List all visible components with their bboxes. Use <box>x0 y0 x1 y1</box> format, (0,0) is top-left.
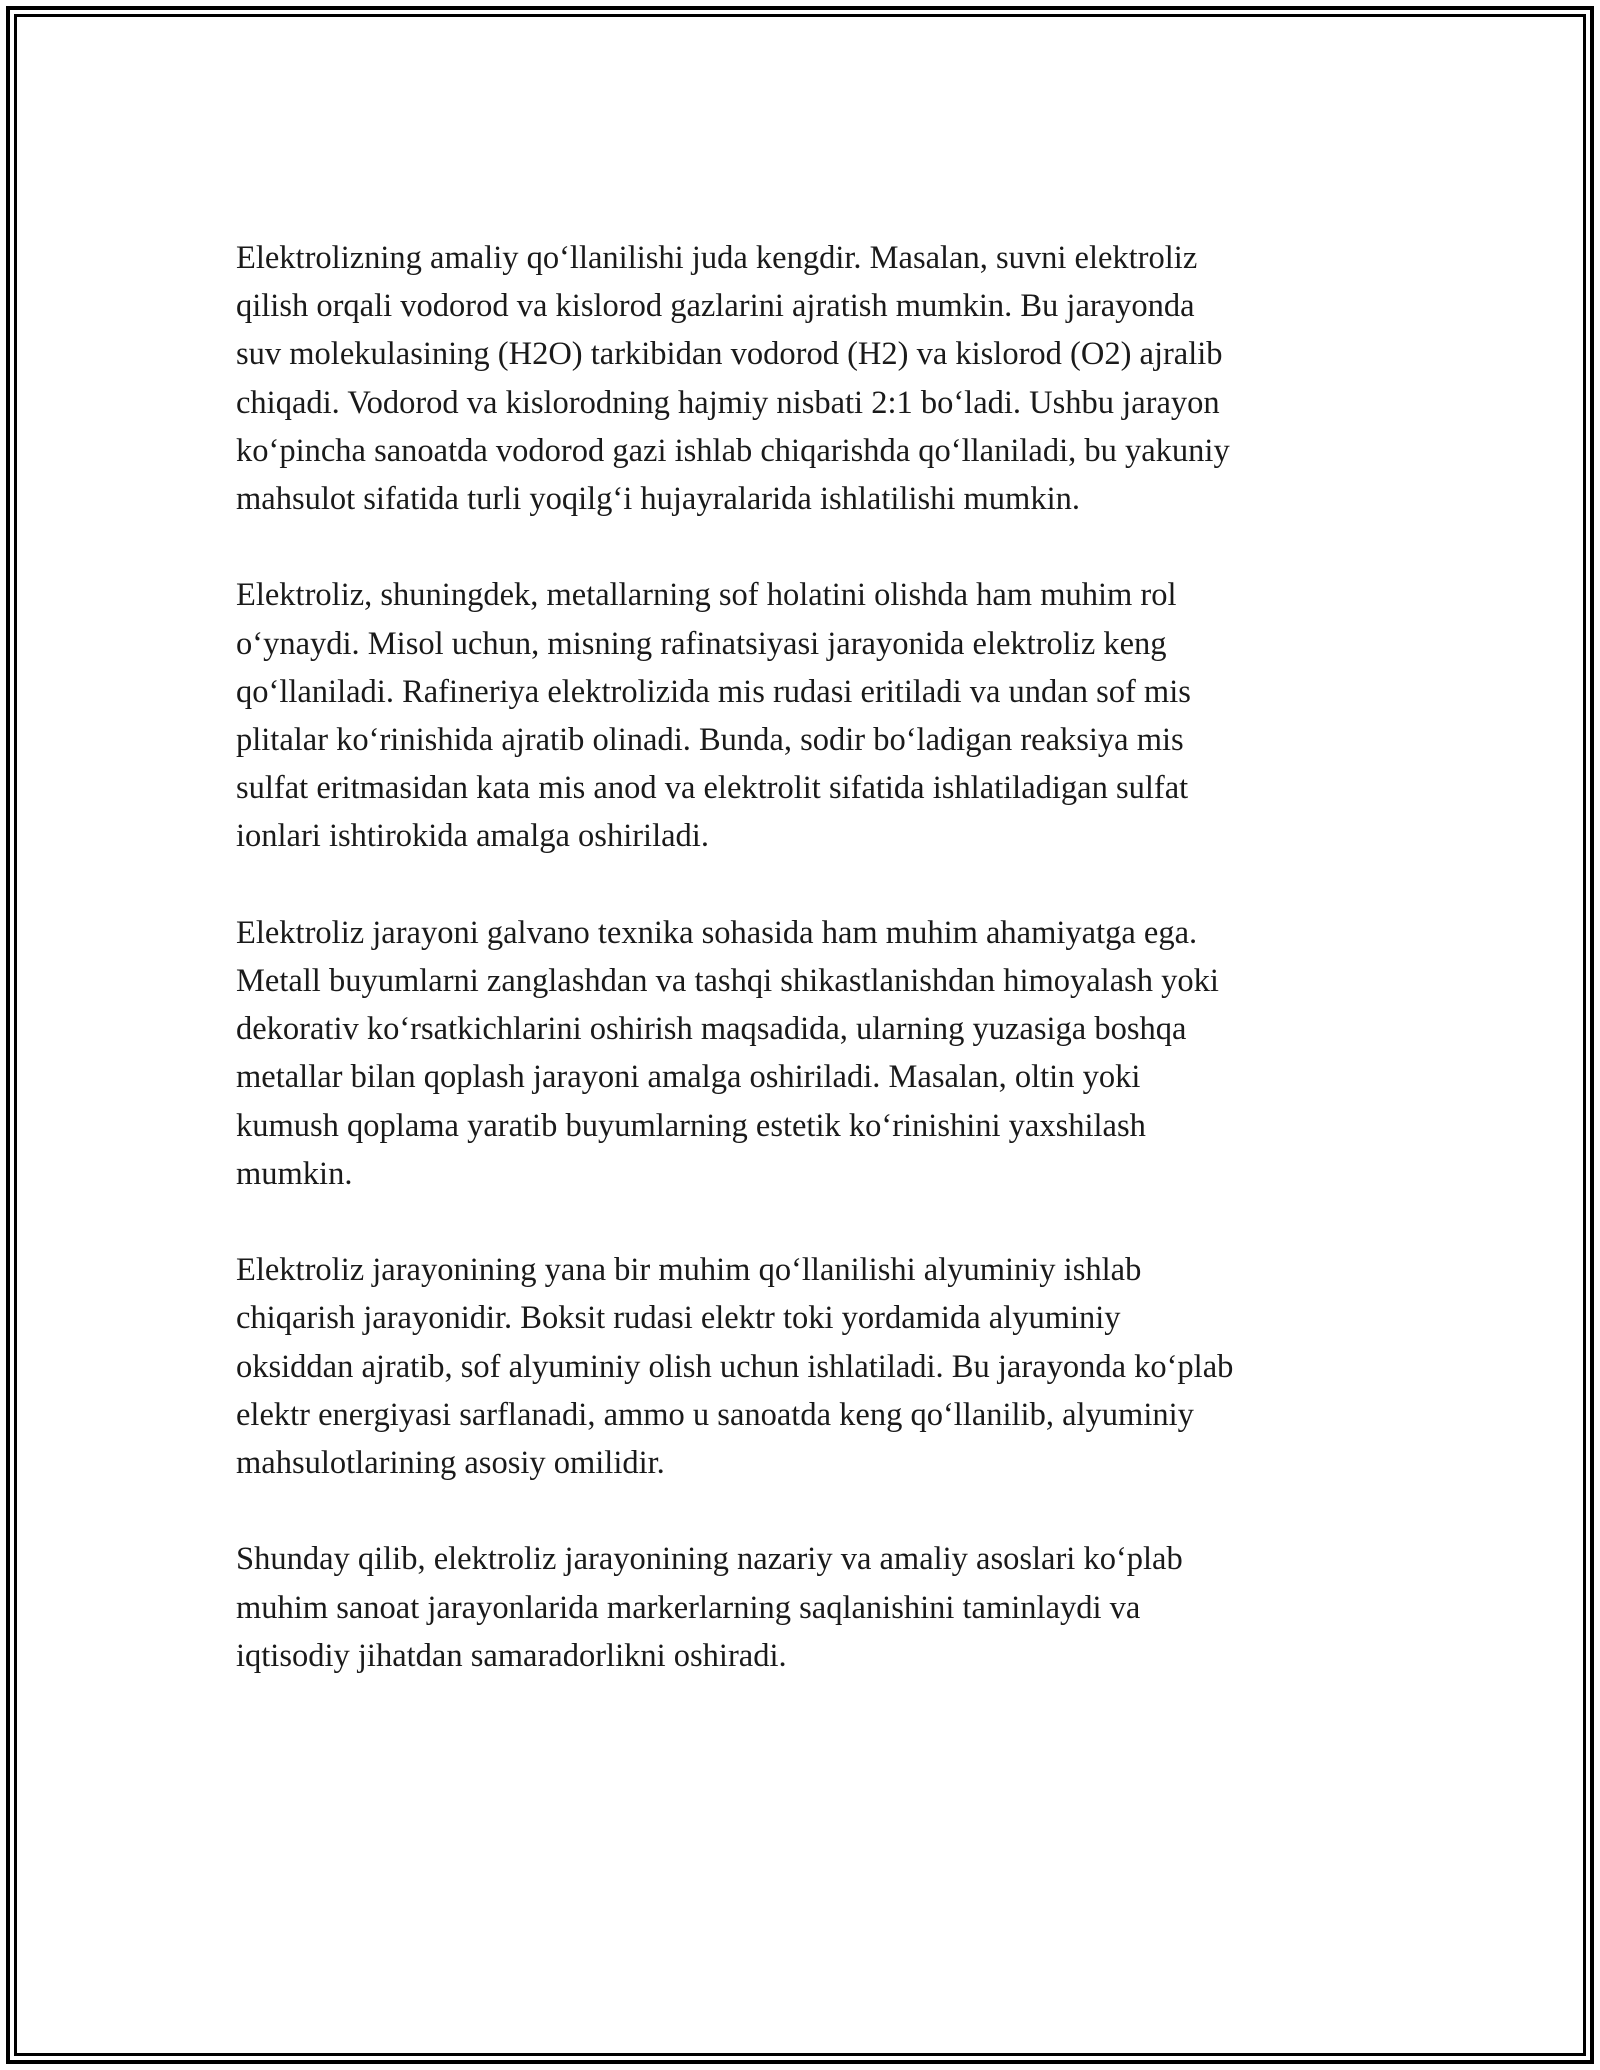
text-line: mahsulot sifatida turli yoqilg‘i hujayralarida ishlatilishi mumkin. <box>236 481 1080 518</box>
text-line: iqtisodiy jihatdan samaradorlikni oshiradi. <box>236 1637 787 1674</box>
text-line: Shunday qilib, elektroliz jarayonining nazariy va amaliy asoslari ko‘plab <box>236 1541 1183 1578</box>
text-line: Elektroliz, shuningdek, metallarning sof holatini olishda ham muhim rol <box>236 577 1177 614</box>
paragraph-aluminium-production <box>236 1246 1376 1487</box>
text-line: sulfat eritmasidan kata mis anod va elektrolit sifatida ishlatiladigan sulfat <box>236 770 1189 807</box>
text-line: plitalar ko‘rinishida ajratib olinadi. Bunda, sodir bo‘ladigan reaksiya mis <box>236 722 1184 759</box>
text-line: Elektrolizning amaliy qo‘llanilishi juda kengdir. Masalan, suvni elektroliz <box>236 240 1198 276</box>
paragraph-conclusion <box>236 1535 1376 1680</box>
text-line: chiqadi. Vodorod va kislorodning hajmiy nisbati 2:1 bo‘ladi. Ushbu jarayon <box>236 384 1220 421</box>
paragraph-water-electrolysis <box>236 234 1376 523</box>
text-line: Metall buyumlarni zanglashdan va tashqi shikastlanishdan himoyalash yoki <box>236 963 1219 1000</box>
text-line: kumush qoplama yaratib buyumlarning estetik ko‘rinishini yaxshilash <box>236 1107 1146 1144</box>
text-line: Elektroliz jarayoni galvano texnika sohasida ham muhim ahamiyatga ega. <box>236 914 1198 951</box>
text-line: Elektroliz jarayonining yana bir muhim qo‘llanilishi alyuminiy ishlab <box>236 1252 1142 1289</box>
text-line: mahsulotlarining asosiy omilidir. <box>236 1445 665 1482</box>
text-line: ko‘pincha sanoatda vodorod gazi ishlab chiqarishda qo‘llaniladi, bu yakuniy <box>236 432 1230 469</box>
text-line: metallar bilan qoplash jarayoni amalga oshiriladi. Masalan, oltin yoki <box>236 1059 1141 1096</box>
text-line: qilish orqali vodorod va kislorod gazlarini ajratish mumkin. Bu jarayonda <box>236 288 1195 325</box>
text-line: o‘ynaydi. Misol uchun, misning rafinatsiyasi jarayonida elektroliz keng <box>236 625 1167 662</box>
paragraph-metal-refining <box>236 571 1376 860</box>
page-body <box>236 234 1376 1680</box>
text-line: chiqarish jarayonidir. Boksit rudasi elektr toki yordamida alyuminiy <box>236 1300 1121 1337</box>
paragraph-electroplating <box>236 909 1376 1198</box>
text-line: suv molekulasining (H2O) tarkibidan vodorod (H2) va kislorod (O2) ajralib <box>236 336 1223 373</box>
text-line: dekorativ ko‘rsatkichlarini oshirish maqsadida, ularning yuzasiga boshqa <box>236 1011 1187 1048</box>
text-line: mumkin. <box>236 1155 353 1192</box>
text-line: qo‘llaniladi. Rafineriya elektrolizida mis rudasi eritiladi va undan sof mis <box>236 673 1191 710</box>
text-line: muhim sanoat jarayonlarida markerlarning saqlanishini taminlaydi va <box>236 1589 1141 1626</box>
text-line: ionlari ishtirokida amalga oshiriladi. <box>236 818 709 855</box>
text-line: elektr energiyasi sarflanadi, ammo u sanoatda keng qo‘llanilib, alyuminiy <box>236 1396 1194 1433</box>
text-line: oksiddan ajratib, sof alyuminiy olish uchun ishlatiladi. Bu jarayonda ko‘plab <box>236 1348 1234 1385</box>
